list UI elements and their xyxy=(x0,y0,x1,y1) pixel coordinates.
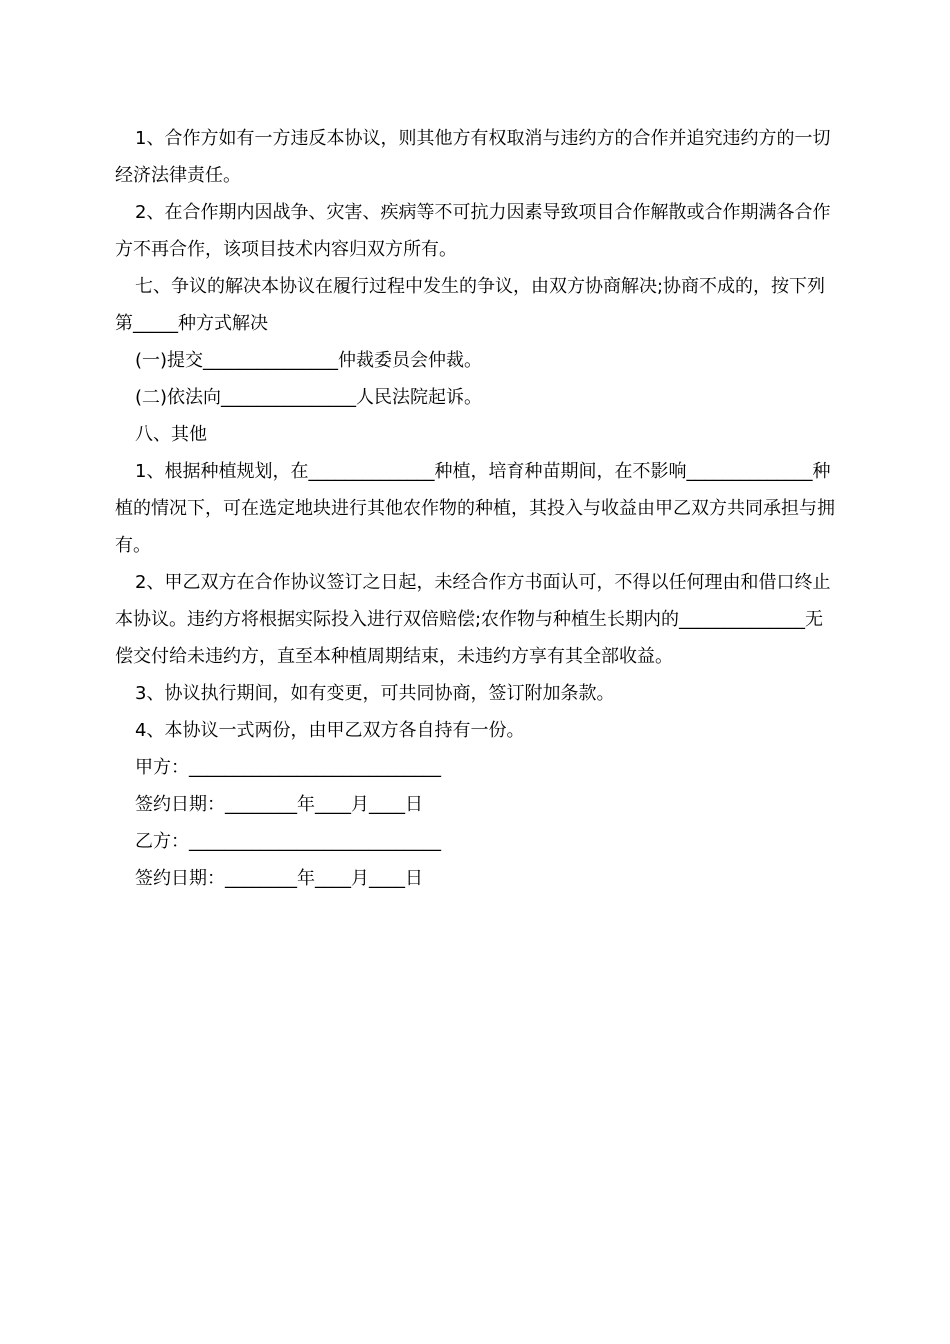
party-a-signature-line: 甲方：____________________________ xyxy=(135,757,441,778)
party-b-signature-line: 乙方：____________________________ xyxy=(135,831,441,852)
section-8-other: 八、其他 xyxy=(135,424,207,445)
dispute-option-arbitration: (一)提交_______________仲裁委员会仲裁。 xyxy=(135,350,483,371)
other-clause-2-termination: 2、甲乙双方在合作协议签订之日起，未经合作方书面认可，不得以任何理由和借口终止本协议。违约方将根据实际投入进行双倍赔偿;农作物与种植生长期内的______________无偿交付给未违约方，直至本种植周期结束，未违约方享有其全部收益。 xyxy=(115,572,831,667)
party-b-signing-date: 签约日期：________年____月____日 xyxy=(135,868,423,889)
other-clause-1-planting: 1、根据种植规划，在______________种植，培育种苗期间，在不影响______________种植的情况下，可在选定地块进行其他农作物的种植，其投入与收益由甲乙双方共同承担与拥有。 xyxy=(115,461,835,556)
party-a-signing-date: 签约日期：________年____月____日 xyxy=(135,794,423,815)
clause-2-force-majeure: 2、在合作期内因战争、灾害、疾病等不可抗力因素导致项目合作解散或合作期满各合作方不再合作，该项目技术内容归双方所有。 xyxy=(115,202,831,260)
other-clause-3-amendment: 3、协议执行期间，如有变更，可共同协商，签订附加条款。 xyxy=(135,683,615,704)
clause-1-breach: 1、合作方如有一方违反本协议，则其他方有权取消与违约方的合作并追究违约方的一切经济法律责任。 xyxy=(115,128,831,186)
other-clause-4-copies: 4、本协议一式两份，由甲乙双方各自持有一份。 xyxy=(135,720,525,741)
dispute-option-court: (二)依法向_______________人民法院起诉。 xyxy=(135,387,483,408)
agreement-body xyxy=(115,120,837,897)
section-7-dispute-resolution: 七、争议的解决本协议在履行过程中发生的争议，由双方协商解决;协商不成的，按下列第_____种方式解决 xyxy=(115,276,826,334)
